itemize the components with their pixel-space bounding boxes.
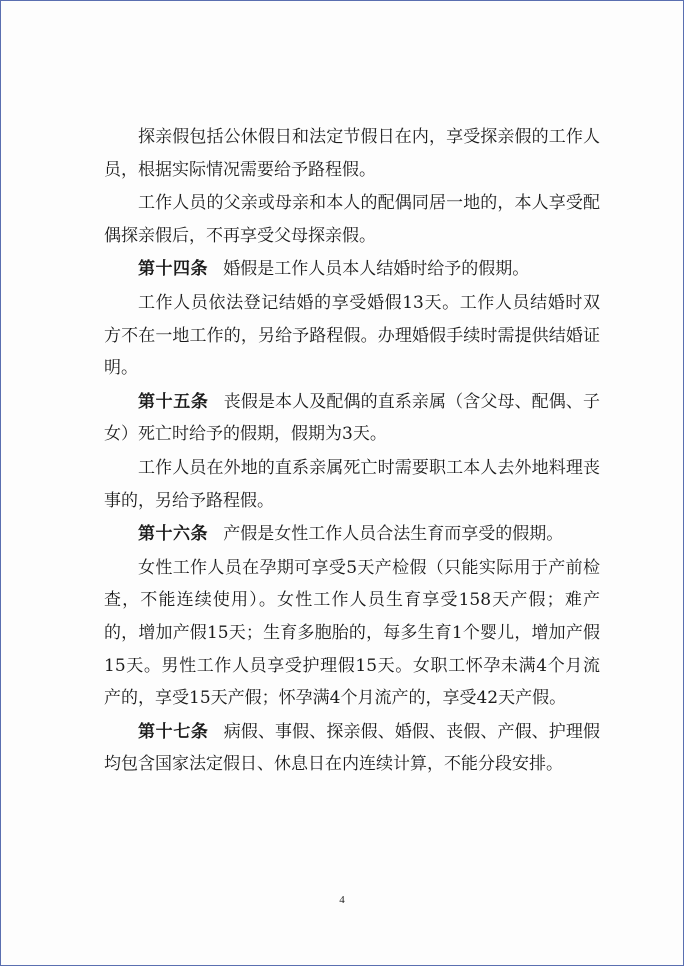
article-16 (104, 518, 600, 551)
paragraph-text: 丧假是本人及配偶的直系亲属（含父母、配偶、子女）死亡时给予的假期，假期为3天。 (104, 391, 601, 445)
article-number: 第十六条 (138, 524, 208, 545)
paragraph-text: 病假、事假、探亲假、婚假、丧假、产假、护理假均包含国家法定假日、休息日在内连续计算，不能分段安排。 (104, 721, 601, 775)
page-number: 4 (339, 894, 345, 906)
paragraph-text: 工作人员在外地的直系亲属死亡时需要职工本人去外地料理丧事的，另给予路程假。 (104, 457, 600, 511)
paragraph-8 (104, 552, 600, 715)
article-number: 第十五条 (138, 391, 209, 412)
paragraph-1 (104, 121, 600, 186)
paragraph-text: 工作人员的父亲或母亲和本人的配偶同居一地的，本人享受配偶探亲假后，不再享受父母探亲假。 (104, 193, 600, 246)
article-number: 第十四条 (138, 259, 208, 280)
article-15 (104, 386, 600, 451)
paragraph-text: 探亲假包括公休假日和法定节假日在内，享受探亲假的工作人员，根据实际情况需要给予路程假。 (104, 127, 600, 180)
article-number: 第十七条 (138, 721, 209, 742)
article-17 (104, 716, 600, 781)
paragraph-text: 产假是女性工作人员合法生育而享受的假期。 (223, 524, 564, 545)
paragraph-2 (104, 187, 600, 252)
article-14 (104, 253, 600, 286)
paragraph-6 (104, 452, 600, 517)
paragraph-text: 工作人员依法登记结婚的享受婚假13天。工作人员结婚时双方不在一地工作的，另给予路程假。办理婚假手续时需提供结婚证明。 (104, 292, 600, 379)
document-body (104, 121, 600, 781)
paragraph-4 (104, 287, 600, 385)
paragraph-text: 女性工作人员在孕期可享受5天产检假（只能实际用于产前检查，不能连续使用）。女性工作人员生育享受158天产假；难产的，增加产假15天；生育多胞胎的，每多生育1个婴儿，增加产假15天。男性工作人员享受护理假15天。女职工怀孕未满4个月流产的，享受15天产假；怀孕满4个月流产的，享受42天产假。 (104, 557, 600, 709)
paragraph-text: 婚假是工作人员本人结婚时给予的假期。 (223, 259, 530, 280)
